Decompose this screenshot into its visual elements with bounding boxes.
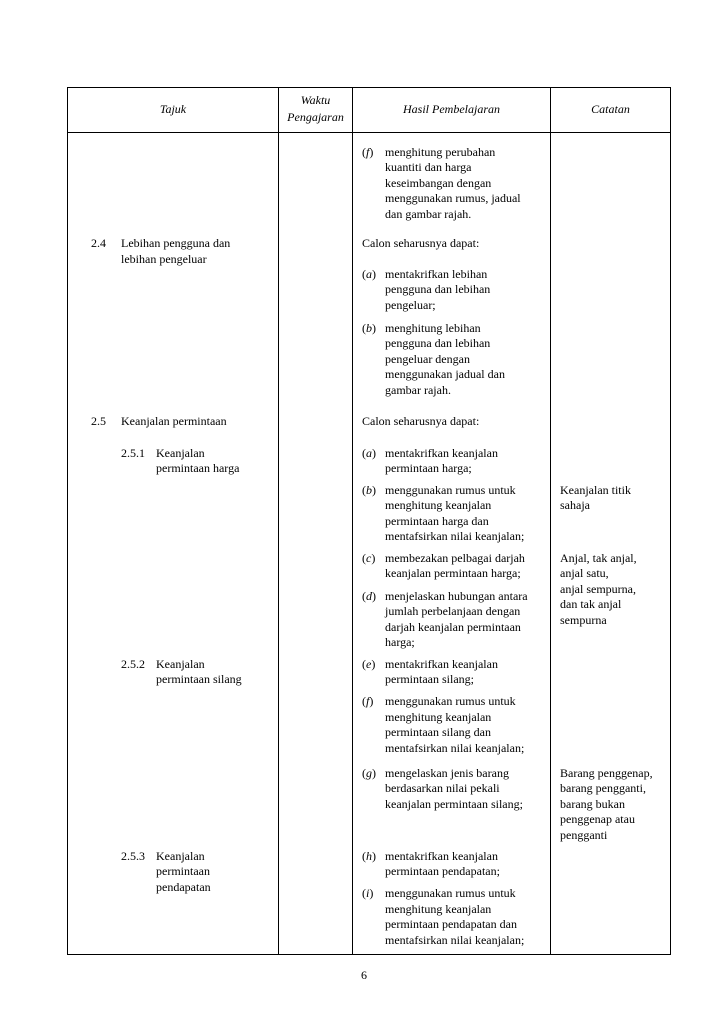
outcome-letter: (a) [362,446,376,460]
outcome-line: menghitung keanjalan [385,498,492,512]
note-line: Keanjalan titik [560,483,631,497]
note-line: Barang penggenap, [560,766,653,780]
calon-text: Calon seharusnya dapat: [362,414,480,428]
table-top-border [67,87,671,88]
subtopic-number: 2.5.3 [121,849,145,863]
subtopic-title-line: permintaan [156,864,210,878]
subtopic-number: 2.5.1 [121,446,145,460]
subtopic-title-line: permintaan silang [156,672,242,686]
outcome-line: pengeluar; [385,298,436,312]
outcome-line: menghitung lebihan [385,321,481,335]
subtopic-title-line: permintaan harga [156,461,240,475]
subtopic-title-line: Keanjalan [156,657,205,671]
outcome-line: mengelaskan jenis barang [385,766,509,780]
header-hasil: Hasil Pembelajaran [403,102,500,116]
outcome-line: mentakrifkan keanjalan [385,446,498,460]
note-line: barang bukan [560,797,625,811]
outcome-line: menjelaskan hubungan antara [385,589,528,603]
topic-number: 2.5 [91,414,106,428]
header-waktu-line2: Pengajaran [287,110,344,124]
outcome-line: permintaan silang; [385,672,474,686]
outcome-line: mentafsirkan nilai keanjalan; [385,529,525,543]
outcome-letter: (b) [362,321,376,335]
topic-number: 2.4 [91,236,106,250]
outcome-line: menggunakan rumus untuk [385,886,516,900]
outcome-line: mentafsirkan nilai keanjalan; [385,933,525,947]
outcome-line: gambar rajah. [385,383,451,397]
note-line: barang pengganti, [560,781,646,795]
topic-title-line: lebihan pengeluar [121,252,207,266]
outcome-letter: (h) [362,849,376,863]
header-catatan: Catatan [591,102,630,116]
outcome-letter: (f) [362,694,374,708]
outcome-letter: (b) [362,483,376,497]
col-border-waktu [352,87,353,955]
outcome-line: permintaan pendapatan dan [385,917,517,931]
note-line: pengganti [560,828,608,842]
outcome-line: mentakrifkan lebihan [385,267,488,281]
outcome-line: dan gambar rajah. [385,207,472,221]
outcome-line: pengguna dan lebihan [385,282,491,296]
subtopic-title-line: Keanjalan [156,446,205,460]
outcome-line: membezakan pelbagai darjah [385,551,525,565]
outcome-line: berdasarkan nilai pekali [385,781,500,795]
col-border-tajuk [278,87,279,955]
outcome-line: menggunakan rumus, jadual [385,191,521,205]
topic-title-line: Keanjalan permintaan [121,414,227,428]
topic-title-line: Lebihan pengguna dan [121,236,231,250]
outcome-line: jumlah perbelanjaan dengan [385,604,521,618]
header-tajuk: Tajuk [159,102,187,116]
outcome-line: menghitung perubahan [385,145,496,159]
outcome-line: permintaan harga; [385,461,472,475]
col-border-hasil [550,87,551,955]
header-waktu-line1: Waktu [300,93,331,107]
outcome-line: menggunakan rumus untuk [385,483,516,497]
outcome-letter: (i) [362,886,374,900]
outcome-letter: (g) [362,766,376,780]
outcome-line: keseimbangan dengan [385,176,492,190]
outcome-line: mentakrifkan keanjalan [385,657,498,671]
header-bottom-border [67,132,671,133]
outcome-line: keanjalan permintaan harga; [385,566,521,580]
note-line: Anjal, tak anjal, [560,551,637,565]
outcome-line: permintaan silang dan [385,725,491,739]
outcome-line: pengeluar dengan [385,352,470,366]
outcome-letter: (d) [362,589,376,603]
note-line: sahaja [560,498,590,512]
subtopic-title-line: Keanjalan [156,849,205,863]
col-border-right [670,87,671,955]
outcome-line: darjah keanjalan permintaan [385,620,521,634]
note-line: anjal sempurna, [560,582,636,596]
outcome-line: keanjalan permintaan silang; [385,797,523,811]
outcome-line: pengguna dan lebihan [385,336,491,350]
table-bottom-border [67,954,671,955]
outcome-line: menghitung keanjalan [385,710,492,724]
outcome-line: kuantiti dan harga [385,160,472,174]
subtopic-title-line: pendapatan [156,880,211,894]
subtopic-number: 2.5.2 [121,657,145,671]
outcome-line: mentafsirkan nilai keanjalan; [385,741,525,755]
outcome-letter: (c) [362,551,376,565]
outcome-line: menggunakan rumus untuk [385,694,516,708]
outcome-letter: (f) [362,145,374,159]
note-line: anjal satu, [560,566,609,580]
outcome-line: permintaan harga dan [385,514,489,528]
outcome-line: menghitung keanjalan [385,902,492,916]
outcome-line: menggunakan jadual dan [385,367,505,381]
outcome-letter: (e) [362,657,376,671]
calon-text: Calon seharusnya dapat: [362,236,480,250]
outcome-letter: (a) [362,267,376,281]
page-number: 6 [361,968,367,982]
outcome-line: mentakrifkan keanjalan [385,849,498,863]
note-line: penggenap atau [560,812,635,826]
note-line: dan tak anjal [560,597,622,611]
note-line: sempurna [560,613,607,627]
outcome-line: permintaan pendapatan; [385,864,500,878]
col-border-left [67,87,68,955]
outcome-line: harga; [385,635,415,649]
